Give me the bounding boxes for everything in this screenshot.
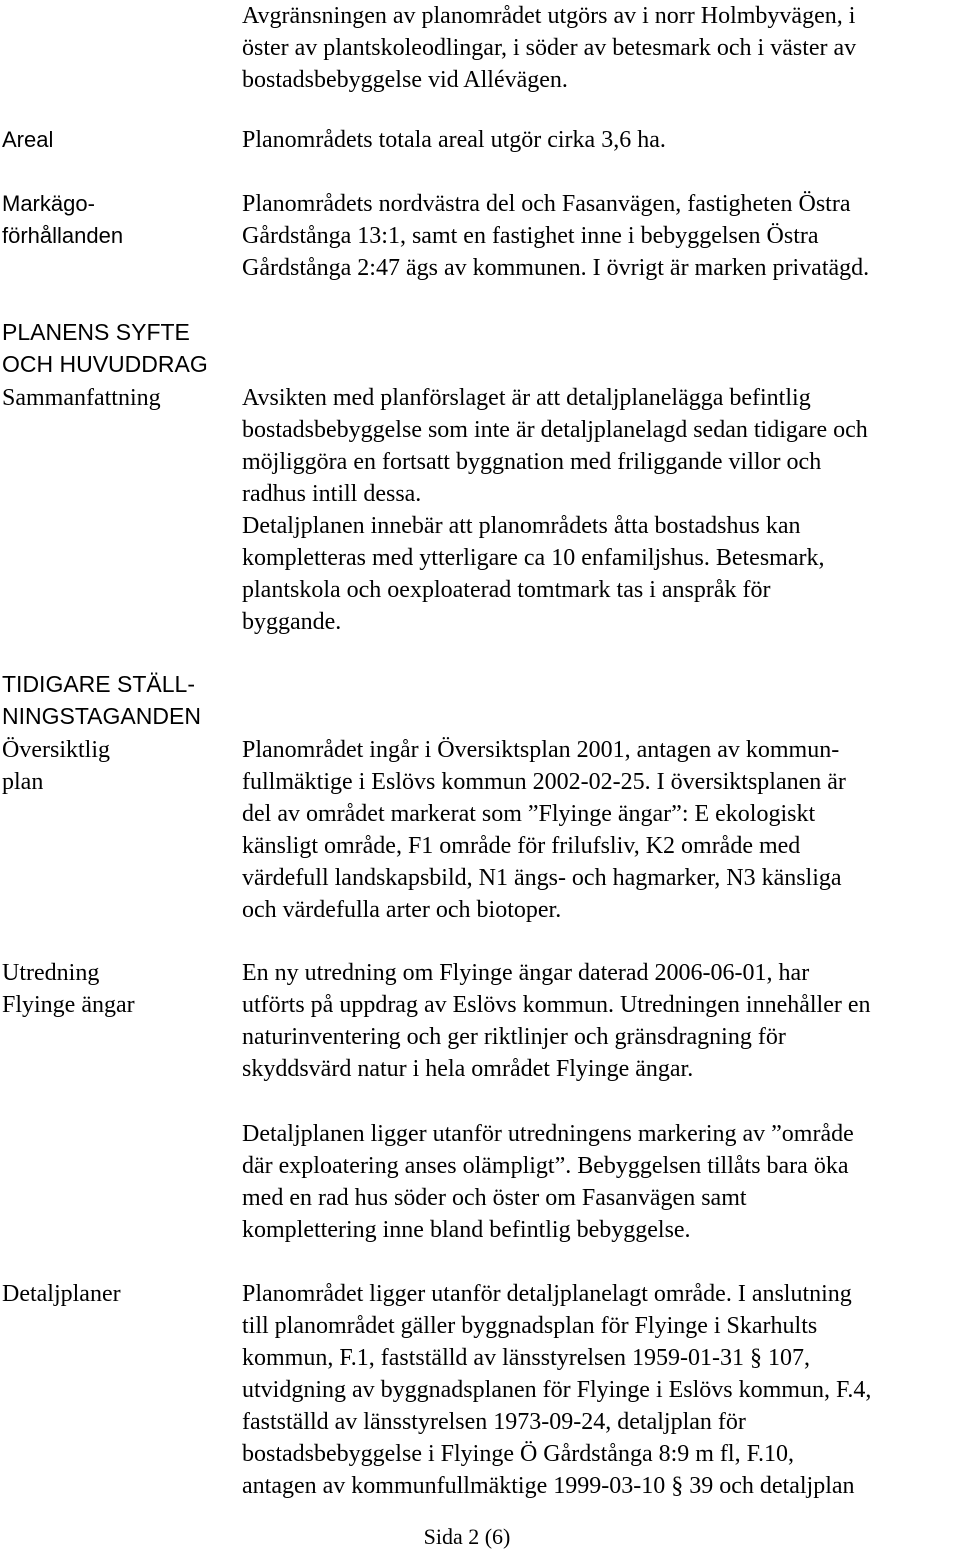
paragraph-line: fastställd av länsstyrelsen 1973-09-24, detaljplan för (242, 1409, 746, 1435)
paragraph-line: bostadsbebyggelse i Flyinge Ö Gårdstånga 8:9 m fl, F.10, (242, 1441, 795, 1467)
paragraph-line: känsligt område, F1 område för frilufsliv, K2 område med (242, 833, 801, 859)
paragraph-line: komplettering inne bland befintlig bebyggelse. (242, 1217, 691, 1243)
sammanfattning-paragraph (242, 382, 960, 638)
label-line: förhållanden (2, 223, 124, 248)
paragraph-line: till planområdet gäller byggnadsplan för Flyinge i Skarhults (242, 1313, 818, 1339)
paragraph-line: där exploatering anses olämpligt”. Bebyggelsen tillåts bara öka (242, 1153, 849, 1179)
paragraph-line: fullmäktige i Eslövs kommun 2002-02-25. I översiktsplanen är (242, 769, 846, 795)
paragraph-line: utvidgning av byggnadsplanen för Flyinge i Eslövs kommun, F.4, (242, 1377, 872, 1403)
utredning-paragraph (242, 957, 960, 1085)
paragraph-line: Detaljplanen innebär att planområdets åtta bostadshus kan (242, 513, 801, 539)
paragraph-line: Planområdets totala areal utgör cirka 3,6 ha. (242, 127, 666, 153)
utredning-label (2, 957, 232, 1021)
paragraph-line: möjliggöra en fortsatt byggnation med friliggande villor och (242, 449, 822, 475)
areal-paragraph (242, 124, 960, 156)
paragraph-line: Detaljplanen ligger utanför utredningens markering av ”område (242, 1121, 854, 1147)
paragraph-line: skyddsvärd natur i hela området Flyinge ängar. (242, 1056, 694, 1082)
paragraph-line: del av området markerat som ”Flyinge ängar”: E ekologiskt (242, 801, 816, 827)
paragraph-line: Planområdet ligger utanför detaljplanelagt område. I anslutning (242, 1281, 852, 1307)
planens-syfte-heading (2, 316, 302, 380)
oversiktlig-plan-paragraph (242, 734, 960, 926)
detaljplaner-label: Detaljplaner (2, 1281, 121, 1307)
paragraph-line: kompletteras med ytterligare ca 10 enfamiljshus. Betesmark, (242, 545, 825, 571)
paragraph-line: med en rad hus söder och öster om Fasanvägen samt (242, 1185, 747, 1211)
paragraph-line: En ny utredning om Flyinge ängar daterad 2006-06-01, har (242, 960, 810, 986)
label-line: Översiktlig (2, 737, 110, 763)
paragraph-line: värdefull landskapsbild, N1 ängs- och hagmarker, N3 känsliga (242, 865, 842, 891)
paragraph-line: öster av plantskoleodlingar, i söder av betesmark och i väster av (242, 35, 857, 61)
heading-line: TIDIGARE STÄLL- (2, 671, 195, 697)
paragraph-line: plantskola och oexploaterad tomtmark tas i anspråk för (242, 577, 771, 603)
paragraph-line: naturinventering och ger riktlinjer och gränsdragning för (242, 1024, 786, 1050)
markagoforhallanden-paragraph (242, 188, 960, 284)
paragraph-line: Gårdstånga 2:47 ägs av kommunen. I övrigt är marken privatägd. (242, 255, 870, 281)
paragraph-line: Planområdet ingår i Översiktsplan 2001, antagen av kommun- (242, 737, 840, 763)
areal-label: Areal (2, 127, 54, 152)
paragraph-line: och värdefulla arter och biotoper. (242, 897, 562, 923)
heading-line: PLANENS SYFTE (2, 319, 190, 345)
paragraph-line: kommun, F.1, fastställd av länsstyrelsen 1959-01-31 § 107, (242, 1345, 811, 1371)
paragraph-line: radhus intill dessa. (242, 481, 422, 507)
page-number: Sida 2 (6) (423, 1524, 511, 1549)
paragraph-line: antagen av kommunfullmäktige 1999-03-10 § 39 och detaljplan (242, 1473, 855, 1499)
sammanfattning-label: Sammanfattning (2, 385, 161, 411)
oversiktlig-plan-label (2, 734, 232, 798)
paragraph-line: utförts på uppdrag av Eslövs kommun. Utredningen innehåller en (242, 992, 871, 1018)
paragraph-line: Avgränsningen av planområdet utgörs av i norr Holmbyvägen, i (242, 3, 856, 29)
utredning-paragraph-2 (242, 1118, 960, 1246)
paragraph-line: Avsikten med planförslaget är att detaljplanelägga befintlig (242, 385, 811, 411)
label-line: Markägo- (2, 191, 95, 216)
avgransning-paragraph (242, 0, 960, 96)
markagoforhallanden-label (2, 188, 232, 252)
paragraph-line: Gårdstånga 13:1, samt en fastighet inne i bebyggelsen Östra (242, 223, 819, 249)
heading-line: NINGSTAGANDEN (2, 703, 201, 729)
detaljplaner-paragraph (242, 1278, 960, 1502)
tidigare-stallningstaganden-heading (2, 668, 302, 732)
paragraph-line: bostadsbebyggelse vid Allévägen. (242, 67, 568, 93)
paragraph-line: Planområdets nordvästra del och Fasanvägen, fastigheten Östra (242, 191, 851, 217)
label-line: Utredning (2, 960, 100, 986)
label-line: Flyinge ängar (2, 992, 135, 1018)
paragraph-line: byggande. (242, 609, 342, 635)
paragraph-line: bostadsbebyggelse som inte är detaljplanelagd sedan tidigare och (242, 417, 868, 443)
label-line: plan (2, 769, 44, 795)
heading-line: OCH HUVUDDRAG (2, 351, 208, 377)
